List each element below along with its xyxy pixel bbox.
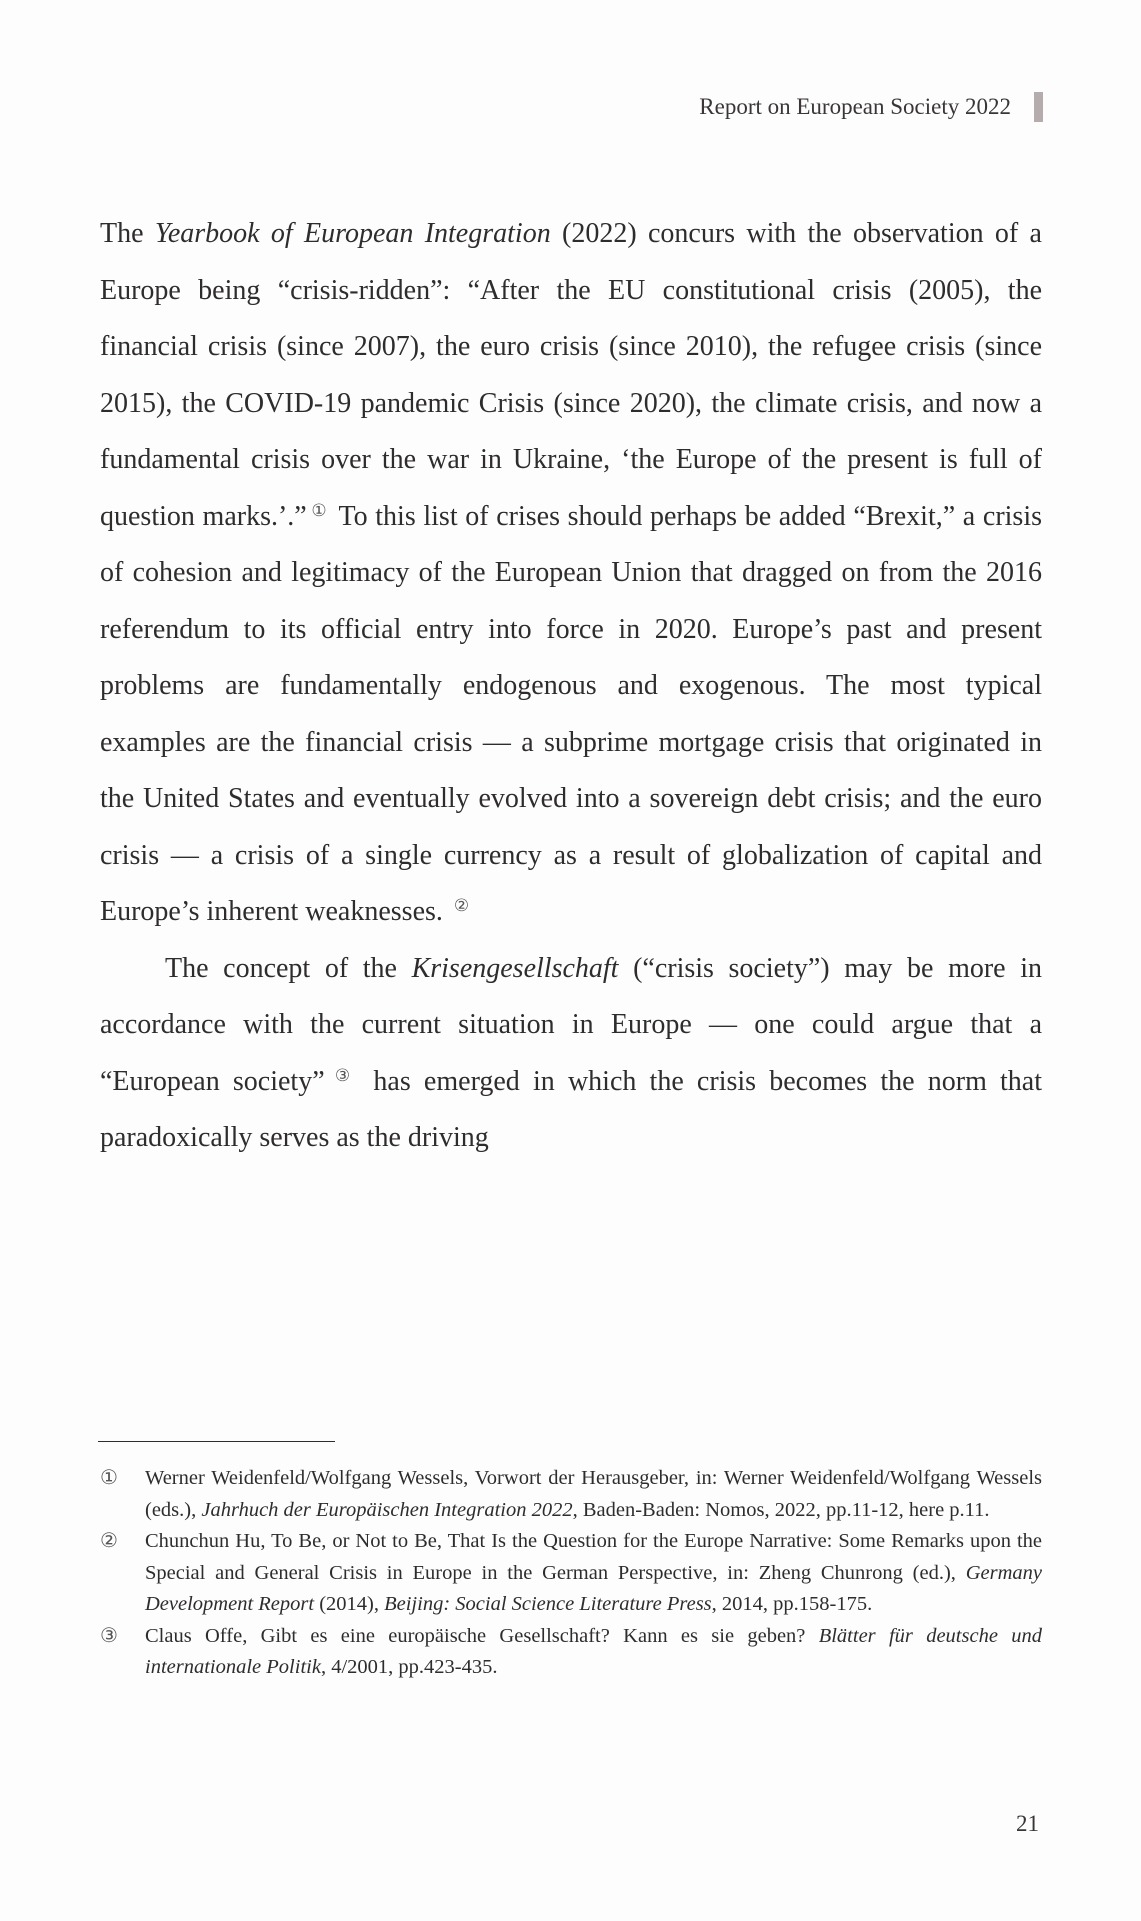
footnote-marker-3: ③	[100, 1624, 118, 1647]
footnote-marker-1: ①	[100, 1467, 118, 1489]
text-run: Werner Weidenfeld/Wolfgang Wessels, Vorwort der Herausgeber, in: Werner Weidenfeld/Wolfgang Wessels (eds.),	[145, 1467, 1042, 1521]
italic-title: Blätter für deutsche und internationale Politik	[145, 1624, 1042, 1678]
footnote-separator	[98, 1441, 335, 1442]
body-text	[100, 206, 1042, 1167]
running-head-accent-bar	[1034, 92, 1043, 122]
text-run: The	[100, 218, 155, 249]
text-run: (“crisis society”) may be more in accordance with the current situation in Europe — one could argue that a “European society”	[100, 952, 1042, 1097]
paragraph-1	[100, 206, 1042, 941]
text-run: , Baden-Baden: Nomos, 2022, pp.11-12, here p.11.	[572, 1498, 990, 1521]
footnote-ref-3[interactable]: ③	[328, 1065, 357, 1085]
text-run: has emerged in which the crisis becomes the norm that paradoxically serves as the driving	[100, 1065, 1043, 1153]
paragraph-2	[100, 941, 1042, 1167]
footnote-3	[100, 1621, 1042, 1684]
text-run: The concept of the	[165, 952, 412, 984]
italic-term-krisengesellschaft: Krisengesellschaft	[411, 952, 619, 984]
italic-publisher: Beijing: Social Science Literature Press	[384, 1593, 712, 1615]
page-number: 21	[1016, 1811, 1039, 1836]
footnotes	[100, 1463, 1042, 1684]
footnote-ref-1[interactable]: ①	[310, 500, 328, 520]
footnote-marker-2: ②	[100, 1530, 118, 1552]
footnote-1	[100, 1463, 1042, 1526]
running-head-title: Report on European Society 2022	[699, 94, 1011, 119]
text-run: , 2014, pp.158-175.	[711, 1593, 873, 1615]
text-run: , 4/2001, pp.423-435.	[320, 1656, 498, 1678]
text-run: (2022) concurs with the observation of a Europe being “crisis-ridden”: “After the EU constitutional crisis (2005), the financial crisis (since 2007), the euro crisis (since 2010), the refugee crisis (since 2015), the COVID-19 pandemic Crisis (since 2020), the climate crisis, and now a fundamental crisis over the war in Ukraine, ‘the Europe of the present is full of question marks.’.”	[100, 218, 1042, 532]
italic-title-yearbook: Yearbook of European Integration	[154, 218, 551, 249]
text-run: (2014),	[314, 1593, 385, 1615]
italic-title: Germany Development Report	[145, 1561, 1042, 1615]
text-run: Claus Offe, Gibt es eine europäische Gesellschaft? Kann es sie geben?	[145, 1624, 819, 1647]
footnote-ref-2[interactable]: ②	[453, 896, 470, 915]
text-run: To this list of crises should perhaps be added “Brexit,” a crisis of cohesion and legitimacy of the European Union that dragged on from the 2016 referendum to its official entry into force in 2020. Europe’s past and present problems are fundamentally endogenous and exogenous. The most typical examples are the financial crisis — a subprime mortgage crisis that originated in the United States and eventually evolved into a sovereign debt crisis; and the euro crisis — a crisis of a single currency as a result of globalization of capital and Europe’s inherent weaknesses.	[100, 500, 1043, 927]
italic-title: Jahrhuch der Europäischen Integration 2022	[201, 1498, 573, 1521]
text-run: Chunchun Hu, To Be, or Not to Be, That Is the Question for the Europe Narrative: Some Remarks upon the Special and General Crisis in Europe in the German Perspective, in: Zheng Chunrong (ed.),	[145, 1530, 1042, 1584]
footnote-2	[100, 1526, 1042, 1621]
